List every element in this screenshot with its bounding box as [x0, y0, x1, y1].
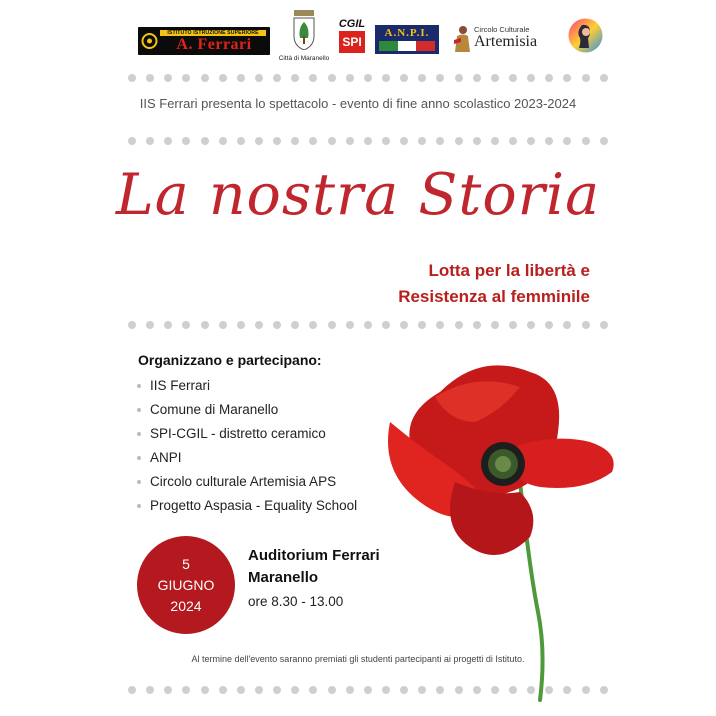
list-item: IIS Ferrari: [137, 374, 357, 398]
artemisia-figure-icon: [452, 24, 472, 54]
subtitle-line-1: Lotta per la libertà e: [428, 261, 590, 280]
cgil-logo-text: CGIL: [338, 18, 366, 30]
anpi-logo-text: A.N.P.I.: [384, 27, 430, 39]
venue-city: Maranello: [248, 569, 319, 586]
woman-profile-icon: [568, 18, 603, 53]
footnote: Al termine dell'evento saranno premiati gli studenti partecipanti ai progetti di Istituto.: [191, 654, 525, 664]
event-time: ore 8.30 - 13.00: [248, 594, 344, 609]
ferrari-emblem-icon: [141, 30, 158, 52]
ferrari-logo-top-text: ISTITUTO ISTRUZIONE SUPERIORE: [160, 30, 266, 36]
venue-block: [248, 545, 380, 615]
date-day: 5: [182, 555, 190, 572]
spi-logo-text: SPI: [339, 31, 365, 53]
subtitle: [340, 258, 590, 310]
artemisia-logo: [452, 20, 560, 58]
city-shield-icon: [292, 10, 316, 50]
italian-flag-icon: [379, 41, 435, 51]
dotted-separator-middle: [128, 321, 608, 331]
list-item: Circolo culturale Artemisia APS: [137, 470, 357, 494]
organizers-list: [137, 374, 357, 518]
dotted-separator-title: [128, 137, 608, 147]
subtitle-line-2: Resistenza al femminile: [398, 287, 590, 306]
list-item: ANPI: [137, 446, 357, 470]
artemisia-logo-small-text: Circolo Culturale: [474, 25, 530, 34]
artemisia-logo-big-text: Artemisia: [474, 33, 538, 50]
city-logo-caption: Città di Maranello: [278, 55, 330, 62]
poppy-flower-illustration: [380, 352, 630, 702]
date-year: 2024: [170, 597, 202, 614]
cgil-spi-logo: [338, 18, 366, 58]
city-maranello-logo: [272, 10, 336, 66]
ferrari-school-logo: [138, 27, 270, 55]
date-month: GIUGNO: [157, 576, 215, 593]
list-item: SPI-CGIL - distretto ceramico: [137, 422, 357, 446]
list-item: Progetto Aspasia - Equality School: [137, 494, 357, 518]
date-badge: [137, 536, 235, 634]
dotted-separator-top: [128, 74, 608, 84]
list-item: Comune di Maranello: [137, 398, 357, 422]
venue-name: Auditorium Ferrari: [248, 547, 380, 564]
organizers-heading: Organizzano e partecipano:: [138, 352, 322, 368]
anpi-logo: [375, 25, 439, 54]
ferrari-logo-name: A. Ferrari: [176, 36, 252, 53]
intro-text: IIS Ferrari presenta lo spettacolo - evento di fine anno scolastico 2023-2024: [139, 96, 577, 111]
page-title: La nostra Storia: [115, 162, 601, 228]
